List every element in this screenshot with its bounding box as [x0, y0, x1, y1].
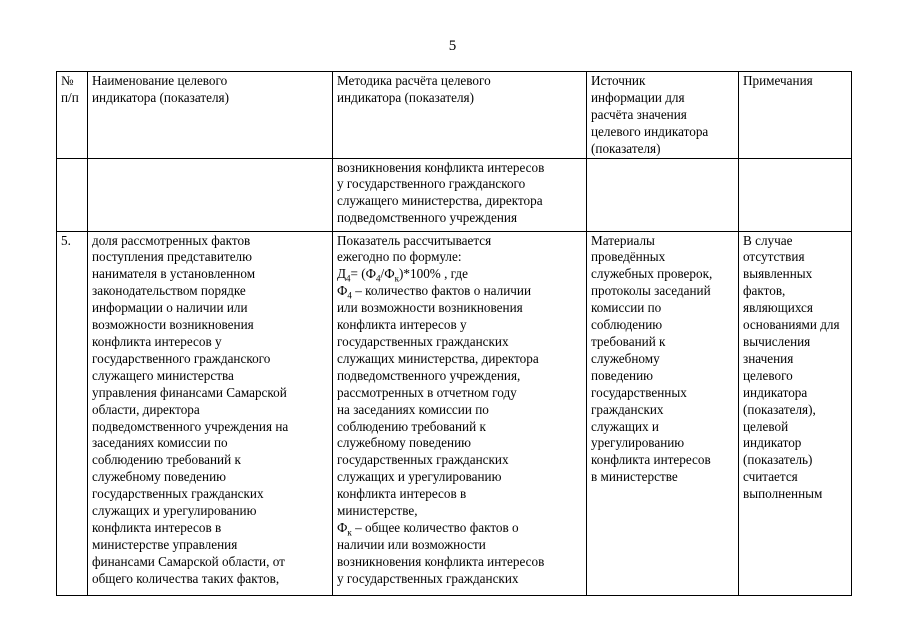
- text-line: законодательством порядке: [92, 283, 246, 299]
- text-line: области, директора: [92, 401, 200, 417]
- text-line: целевого: [743, 367, 793, 383]
- row5-name: [88, 231, 333, 595]
- text-line: соблюдению требований к: [92, 452, 241, 468]
- text-line: индикатора: [743, 384, 808, 400]
- text-line: наличии или возможности: [337, 536, 486, 552]
- cont-method: [333, 158, 587, 231]
- text-line: в министерстве: [591, 469, 678, 485]
- row5-method: [333, 231, 587, 595]
- text-line: подведомственного учреждения на: [92, 418, 289, 434]
- text-line: нанимателя в установленном: [92, 266, 256, 282]
- method-mid-lines: [337, 300, 582, 520]
- formula-symbol: Ф: [337, 283, 348, 299]
- text-line: министерстве управления: [92, 536, 238, 552]
- text-line: служащих министерства, директора: [337, 350, 539, 366]
- header-name: [88, 72, 333, 159]
- text-line: заседаниях комиссии по: [92, 435, 228, 451]
- text-line: целевой: [743, 418, 789, 434]
- formula-subscript: к: [394, 273, 400, 284]
- page-number: 5: [448, 38, 457, 54]
- text-line: конфликта интересов в: [92, 519, 222, 535]
- method-tail-lines: [337, 537, 582, 588]
- row5-source: [587, 231, 739, 595]
- text-line: значения: [743, 350, 794, 366]
- text-line: служебному поведению: [92, 469, 226, 485]
- text-line: урегулированию: [591, 435, 685, 451]
- cont-num: [57, 158, 88, 231]
- text-line: государственных гражданских: [337, 452, 509, 468]
- cont-name: [88, 158, 333, 231]
- text-line: (показатель): [743, 452, 813, 468]
- text-line: расчёта значения: [591, 106, 687, 122]
- text-line: конфликта интересов у: [92, 333, 222, 349]
- text-line: служебному: [591, 350, 660, 366]
- text-line: доля рассмотренных фактов: [92, 232, 251, 248]
- text-line: государственного гражданского: [92, 350, 271, 366]
- method-line: Показатель рассчитывается: [337, 232, 492, 248]
- text-line: индикатор: [743, 435, 802, 451]
- definition-text: – количество фактов о наличии: [351, 283, 532, 299]
- method-line: ежегодно по формуле:: [337, 249, 462, 265]
- text-line: у государственного гражданского: [337, 176, 526, 192]
- formula-part: )*100% , где: [399, 266, 468, 282]
- text-line: индикатора (показателя): [92, 89, 230, 105]
- text-line: поступления представителю: [92, 249, 252, 265]
- text-line: у государственных гражданских: [337, 570, 519, 586]
- formula-subscript: 4: [347, 290, 352, 301]
- text-line: служащих и: [591, 418, 659, 434]
- text-line: государственных гражданских: [92, 486, 264, 502]
- text-line: основаниями для: [743, 317, 840, 333]
- formula-subscript: 4: [376, 273, 381, 284]
- text-line: возникновения конфликта интересов: [337, 159, 545, 175]
- text-line: служебному поведению: [337, 435, 471, 451]
- text-line: (показателя),: [743, 401, 816, 417]
- formula-line: [337, 266, 582, 283]
- text-line: на заседаниях комиссии по: [337, 401, 489, 417]
- text-line: выполненным: [743, 486, 823, 502]
- formula-part: /Ф: [380, 266, 395, 282]
- cont-source: [587, 158, 739, 231]
- text-line: гражданских: [591, 401, 664, 417]
- text-line: рассмотренных в отчетном году: [337, 384, 517, 400]
- text-line: комиссии по: [591, 300, 662, 316]
- table-row: [57, 231, 852, 595]
- text-line: служебных проверок,: [591, 266, 713, 282]
- text-line: выявленных: [743, 266, 813, 282]
- text-line: конфликта интересов в: [337, 486, 467, 502]
- text-line: п/п: [61, 89, 79, 105]
- indicator-table: [56, 71, 852, 596]
- formula-symbol: Д: [337, 266, 346, 282]
- text-line: государственных: [591, 384, 687, 400]
- text-line: подведомственного учреждения,: [337, 367, 521, 383]
- formula-symbol: Ф: [337, 519, 348, 535]
- table-header-row: [57, 72, 852, 159]
- text-line: информации для: [591, 89, 685, 105]
- text-line: Наименование целевого: [92, 73, 228, 88]
- text-line: служащего министерства, директора: [337, 193, 543, 209]
- text-line: вычисления: [743, 333, 811, 349]
- text-line: информации о наличии или: [92, 300, 248, 316]
- text-line: соблюдению: [591, 317, 663, 333]
- text-line: требований к: [591, 333, 666, 349]
- fk-definition: [337, 520, 582, 537]
- text-line: общего количества таких фактов,: [92, 570, 280, 586]
- text-line: В случае: [743, 232, 793, 248]
- header-notes: [739, 72, 852, 159]
- text-line: считается: [743, 469, 798, 485]
- text-line: министерстве,: [337, 503, 418, 519]
- row5-notes: [739, 231, 852, 595]
- text-line: конфликта интересов у: [337, 317, 467, 333]
- header-method: [333, 72, 587, 159]
- text-line: служащих и урегулированию: [337, 469, 502, 485]
- text-line: поведению: [591, 367, 654, 383]
- text-line: Методика расчёта целевого: [337, 73, 491, 88]
- text-line: фактов,: [743, 283, 786, 299]
- formula-subscript: к: [347, 527, 352, 538]
- definition-text: – общее количество фактов о: [351, 519, 519, 535]
- text-line: отсутствия: [743, 249, 805, 265]
- text-line: Примечания: [743, 73, 813, 88]
- text-line: Источник: [591, 73, 646, 88]
- text-line: соблюдению требований к: [337, 418, 486, 434]
- header-num: [57, 72, 88, 159]
- text-line: индикатора (показателя): [337, 89, 475, 105]
- text-line: целевого индикатора: [591, 123, 709, 139]
- cont-notes: [739, 158, 852, 231]
- text-line: государственных гражданских: [337, 333, 509, 349]
- f4-definition: [337, 283, 582, 300]
- text-line: финансами Самарской области, от: [92, 553, 285, 569]
- text-line: Материалы: [591, 232, 655, 248]
- text-line: управления финансами Самарской: [92, 384, 287, 400]
- row5-num: 5.: [57, 231, 88, 595]
- text-line: протоколы заседаний: [591, 283, 711, 299]
- text-line: подведомственного учреждения: [337, 210, 518, 226]
- text-line: являющихся: [743, 300, 813, 316]
- text-line: возможности возникновения: [92, 317, 254, 333]
- text-line: (показателя): [591, 140, 661, 156]
- formula-subscript: 4: [346, 273, 351, 284]
- text-line: возникновения конфликта интересов: [337, 553, 545, 569]
- text-line: или возможности возникновения: [337, 300, 523, 316]
- table-row: [57, 158, 852, 231]
- header-source: [587, 72, 739, 159]
- text-line: №: [61, 73, 74, 88]
- text-line: конфликта интересов: [591, 452, 711, 468]
- formula-part: = (Ф: [350, 266, 377, 282]
- text-line: служащего министерства: [92, 367, 234, 383]
- text-line: проведённых: [591, 249, 666, 265]
- text-line: служащих и урегулированию: [92, 503, 257, 519]
